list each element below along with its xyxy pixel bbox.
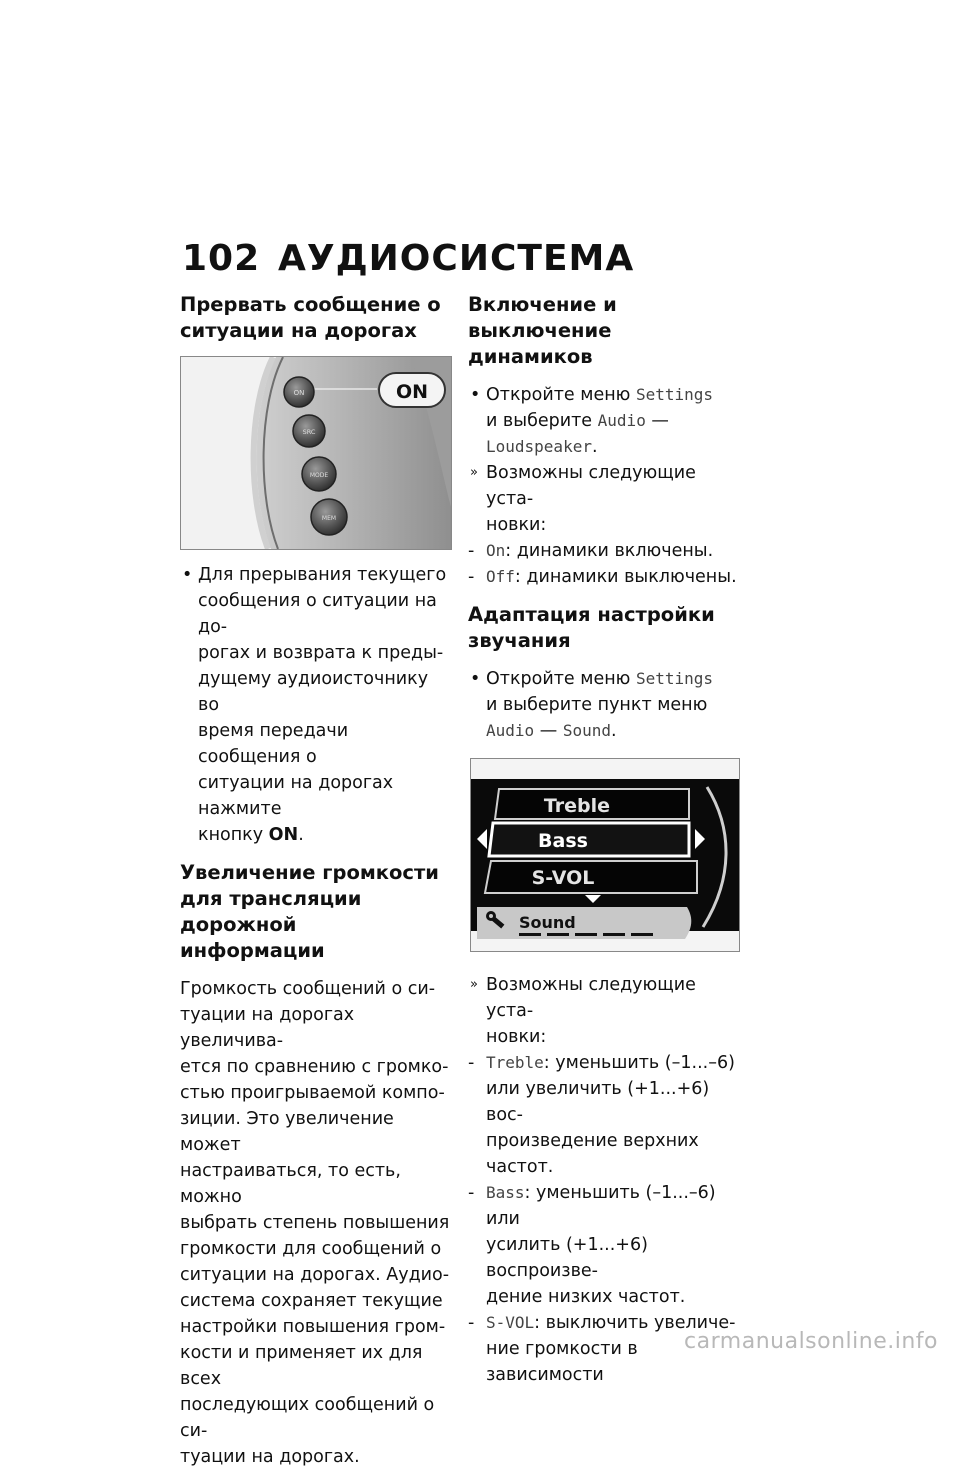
watermark: carmanualsonline.info — [684, 1329, 938, 1354]
svg-text:MODE: MODE — [309, 472, 329, 479]
menu-item-treble: Treble — [543, 795, 611, 817]
right-column — [468, 292, 740, 1388]
paragraph-line: настраиваться, то есть, можно — [180, 1161, 401, 1207]
paragraph-line: стью проигрываемой компо- — [180, 1083, 445, 1103]
option-off: - Off: динамики выключены. — [468, 567, 737, 587]
page-header — [182, 238, 634, 279]
paragraph-line: громкости для сообщений о — [180, 1239, 442, 1259]
heading-volume-increase: Увеличение громкости для трансляции дорожной информации — [180, 861, 439, 962]
bullet-dot: • — [182, 565, 193, 585]
option-bass: - Bass: уменьшить (–1...–6) или усилить (+1...+6) воспроизве- дение низких частот. — [468, 1183, 716, 1307]
heading-sound-adjust: Адаптация настройки звучания — [468, 603, 715, 652]
steering-buttons-illustration — [181, 357, 451, 549]
sound-menu-screen — [471, 759, 739, 951]
heading-speakers: Включение и выключение динамиков — [468, 293, 617, 368]
figure-steering-buttons — [180, 356, 452, 550]
on-callout-text: ON — [395, 381, 429, 403]
paragraph-line: настройки повышения гром- — [180, 1317, 446, 1337]
paragraph-line: выбрать степень повышения — [180, 1213, 450, 1233]
paragraph-line: зиции. Это увеличение может — [180, 1109, 394, 1155]
paragraph-line: Громкость сообщений о си- — [180, 979, 436, 999]
page-title: АУДИОСИСТЕМА — [278, 238, 635, 279]
paragraph-line: последующих сообщений о си- — [180, 1395, 435, 1441]
figure-sound-menu — [470, 758, 740, 952]
paragraph-line: кости и применяет их для всех — [180, 1343, 423, 1389]
result-options-1: » Возможны следующие уста- новки: — [470, 463, 696, 535]
footer-sound-label: Sound — [519, 913, 576, 932]
on-key-ref: ON — [268, 825, 299, 845]
svg-text:MEM: MEM — [321, 515, 337, 522]
option-on: - On: динамики включены. — [468, 541, 714, 561]
paragraph-line: система сохраняет текущие — [180, 1291, 443, 1311]
menu-item-svol: S-VOL — [531, 867, 595, 889]
step-open-settings-2: • Откройте меню Settings и выберите пункт меню Audio — Sound. — [470, 669, 714, 741]
page-number: 102 — [182, 238, 261, 279]
paragraph-line: туации на дорогах. — [180, 1447, 360, 1467]
menu-item-bass: Bass — [538, 830, 588, 852]
result-options-2: » Возможны следующие уста- новки: — [470, 975, 696, 1047]
paragraph-line: ется по сравнению с громко- — [180, 1057, 449, 1077]
paragraph-volume — [180, 976, 452, 1470]
paragraph-line: ситуации на дорогах. Аудио- — [180, 1265, 450, 1285]
bullet-interrupt: • Для прерывания текущего сообщения о ситуации на до- рогах и возврата к преды- дущему аудиоисточнику во время передачи сообщения о ситуации на дорогах нажмите кнопку ON. — [180, 562, 452, 848]
step-open-settings-1: • Откройте меню Settings и выберите Audio — Loudspeaker. — [470, 385, 714, 457]
paragraph-line: туации на дорогах увеличива- — [180, 1005, 355, 1051]
level-dashes — [519, 933, 653, 936]
option-svol: - S-VOL: выключить увеличе- ние громкости в зависимости — [468, 1313, 736, 1385]
svg-text:ON: ON — [293, 389, 305, 397]
heading-interrupt-traffic: Прервать сообщение о ситуации на дорогах — [180, 293, 441, 342]
svg-text:SRC: SRC — [302, 428, 316, 436]
left-column — [180, 292, 452, 1470]
option-treble: - Treble: уменьшить (–1...–6) или увеличить (+1...+6) вос- произведение верхних частот. — [468, 1053, 735, 1177]
